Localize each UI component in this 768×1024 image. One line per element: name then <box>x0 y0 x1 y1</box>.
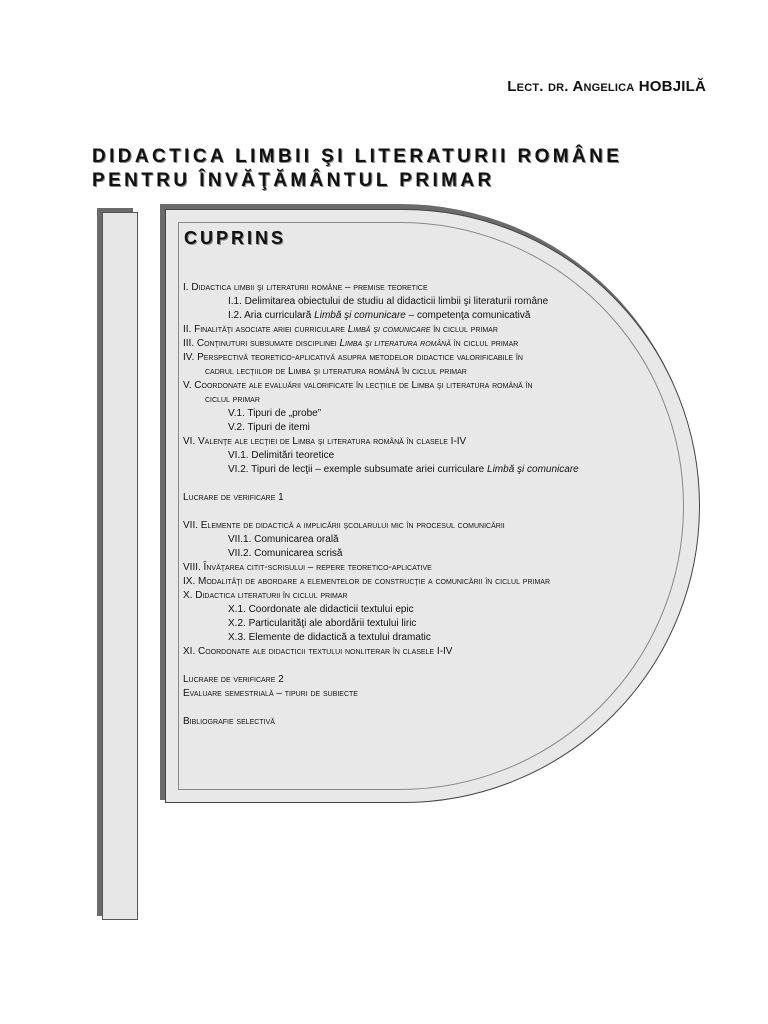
toc-text: II. Finalităţi asociate ariei curriculare <box>183 324 348 335</box>
author-name: Lect. dr. Angelica HOBJILĂ <box>507 78 706 95</box>
toc-subentry: I.1. Delimitarea obiectului de studiu al didacticii limbii şi literaturii române <box>228 296 549 307</box>
title-line-2: PENTRU ÎNVĂŢĂMÂNTUL PRIMAR <box>92 170 495 191</box>
toc-entry: V. Coordonate ale evaluării valorificate în lecţiile de Limba şi literatura română în <box>183 380 533 391</box>
toc-subentry: X.1. Coordonate ale didacticii textului epic <box>228 604 414 615</box>
toc-subentry: X.3. Elemente de didactică a textului dramatic <box>228 632 431 643</box>
toc-entry: Lucrare de verificare 1 <box>183 492 284 503</box>
left-decorative-bar <box>102 212 138 920</box>
toc-subentry <box>183 309 653 323</box>
toc-italic-text: Limbă şi comunicare <box>314 310 406 321</box>
toc-entry: Evaluare semestrială – tipuri de subiecte <box>183 688 358 699</box>
table-of-contents <box>183 281 653 729</box>
toc-entry: I. Didactica limbii şi literaturii române – premise teoretice <box>183 282 428 293</box>
toc-subentry: VII.2. Comunicarea scrisă <box>228 548 343 559</box>
title-line-1: DIDACTICA LIMBII ŞI LITERATURII ROMÂNE <box>92 146 623 167</box>
toc-subentry: V.2. Tipuri de itemi <box>228 422 310 433</box>
toc-text: în ciclul primar <box>450 338 519 349</box>
toc-subentry: VI.1. Delimitări teoretice <box>228 450 335 461</box>
toc-entry-continuation: cadrul lecţiilor de Limba şi literatura română în ciclul primar <box>205 366 467 377</box>
toc-text: – competenţa comunicativă <box>405 310 531 321</box>
toc-entry: VI. Valenţe ale lecţiei de Limba şi literatura română în clasele I-IV <box>183 436 467 447</box>
toc-entry <box>183 323 653 337</box>
document-title <box>92 145 622 193</box>
toc-entry <box>183 337 653 351</box>
toc-entry: Lucrare de verificare 2 <box>183 674 284 685</box>
toc-heading: CUPRINS <box>184 228 287 248</box>
toc-entry: X. Didactica literaturii în ciclul primar <box>183 590 348 601</box>
toc-italic-text: Limbă şi comunicare <box>487 464 579 475</box>
toc-entry: XI. Coordonate ale didacticii textului nonliterar în clasele I-IV <box>183 646 453 657</box>
toc-text: III. Conţinuturi subsumate disciplinei <box>183 338 340 349</box>
toc-text: în ciclul primar <box>430 324 498 335</box>
toc-entry-continuation: ciclul primar <box>205 394 260 405</box>
toc-subentry <box>183 463 653 477</box>
toc-subentry: VII.1. Comunicarea orală <box>228 534 339 545</box>
toc-entry: Bibliografie selectivă <box>183 716 275 727</box>
toc-entry: IV. Perspectivă teoretico-aplicativă asupra metodelor didactice valorificabile în <box>183 352 523 363</box>
toc-entry: VII. Elemente de didactică a implicării şcolarului mic în procesul comunicării <box>183 520 505 531</box>
toc-subentry: X.2. Particularităţi ale abordării textului liric <box>228 618 417 629</box>
toc-italic-text: Limbă şi comunicare <box>347 324 431 335</box>
toc-italic-text: Limba şi literatura română <box>339 338 451 349</box>
toc-text: VI.2. Tipuri de lecţii – exemple subsumate ariei curriculare <box>228 464 488 475</box>
toc-entry: IX. Modalităţi de abordare a elementelor de construcţie a comunicării în ciclul primar <box>183 576 550 587</box>
toc-text: I.2. Aria curriculară <box>228 310 315 321</box>
toc-entry: VIII. Învăţarea citit-scrisului – repere teoretico-aplicative <box>183 562 432 573</box>
toc-subentry: V.1. Tipuri de „probe” <box>228 408 322 419</box>
